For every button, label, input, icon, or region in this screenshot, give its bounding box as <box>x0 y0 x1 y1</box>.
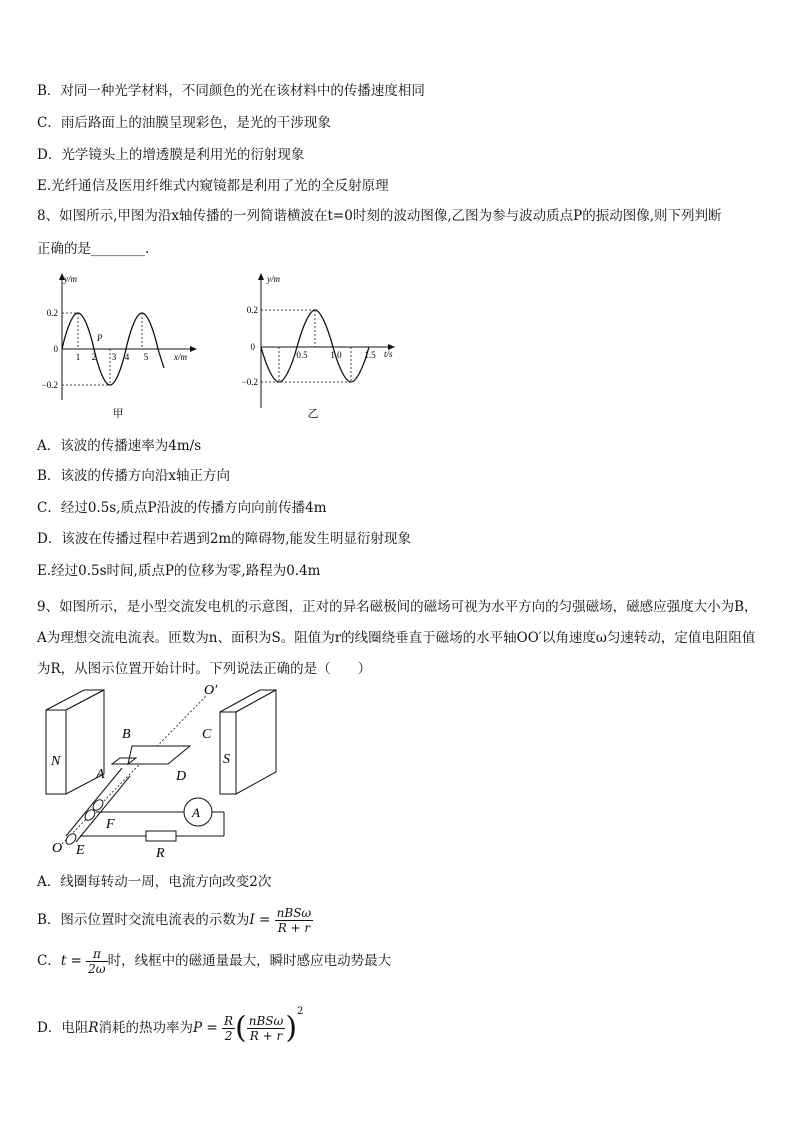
yi-x-tick-15: 1.5 <box>364 350 376 360</box>
jia-x-tick-1: 1 <box>75 352 81 362</box>
left-paren: ( <box>235 1010 247 1046</box>
jia-y-tick-bottom: −0.2 <box>41 380 58 390</box>
q9-option-d-mid: 消耗的热功率为 <box>98 1020 193 1036</box>
q9-option-b-lhs: I = <box>249 912 271 928</box>
q7-option-d: D．光学镜头上的增透膜是利用光的衍射现象 <box>37 147 305 163</box>
frac-denominator: R + r <box>249 1029 283 1043</box>
q8-stem-line1: 8、如图所示,甲图为沿x轴传播的一列简谐横波在t=0时刻的波动图像,乙图为参与波动质点P的振动图像,则下列判断 <box>37 208 722 224</box>
ammeter-label: A <box>192 805 200 820</box>
q9-stem: 9、如图所示，是小型交流发电机的示意图，正对的异名磁极间的磁场可视为水平方向的匀强磁场，磁感应强度大小为B，A为理想交流电流表。匝数为n、面积为S。阻值为r的线圈绕垂直于磁场的水平轴OO′以角速度ω匀速转动，定值电阻阻值为R，从图示位置开始计时。下列说法正确的是（ ） <box>37 599 758 677</box>
q9-option-d <box>37 990 303 1051</box>
yi-x-tick-05: 0.5 <box>296 350 308 360</box>
q9-option-d-text: D．电阻 <box>37 1020 89 1036</box>
label-n: N <box>51 754 61 769</box>
q9-option-b <box>37 902 313 938</box>
q9-option-c-text: 时，线框中的磁通量最大，瞬时感应电动势最大 <box>107 953 392 969</box>
frac-denominator: 2 <box>224 1029 233 1043</box>
label-c: C <box>202 727 212 742</box>
q9-option-c-label: C． <box>37 953 61 969</box>
yi-x-label: t/s <box>384 349 393 359</box>
jia-point-p-label: P <box>97 333 103 343</box>
q9-option-d-lhs: P = <box>193 1020 218 1036</box>
frac-numerator: nBSω <box>248 1014 284 1028</box>
frac-denominator: R + r <box>277 921 311 935</box>
q9-option-b-text: B．图示位置时交流电流表的示数为 <box>37 912 250 928</box>
jia-caption: 甲 <box>112 408 124 420</box>
q9-option-d-fraction <box>247 1014 286 1043</box>
wave-graph-jia <box>34 270 206 422</box>
label-a: A <box>96 767 105 782</box>
frac-numerator: nBSω <box>276 906 312 920</box>
q9-option-d-var: R <box>88 1020 99 1036</box>
q7-option-c: C．雨后路面上的油膜呈现彩色，是光的干涉现象 <box>37 115 331 131</box>
yi-caption: 乙 <box>307 408 319 420</box>
yi-x-tick-10: 1.0 <box>330 350 342 360</box>
frac-numerator: π <box>86 947 107 962</box>
label-b: B <box>122 727 131 742</box>
label-d: D <box>176 769 187 784</box>
jia-x-label: x/m <box>174 352 187 362</box>
label-r: R <box>156 846 165 861</box>
frac-denominator: 2ω <box>88 962 106 976</box>
vibration-graph-yi <box>234 270 409 422</box>
frac-numerator: R <box>223 1014 234 1028</box>
q8-option-c: C．经过0.5s,质点P沿波的传播方向向前传播4m <box>37 500 327 516</box>
q8-option-d: D．该波在传播过程中若遇到2m的障碍物,能发生明显衍射现象 <box>37 531 412 547</box>
yi-y-tick-zero: 0 <box>250 342 255 352</box>
q8-option-a: A．该波的传播速率为4m/s <box>37 438 202 454</box>
q8-stem-line2: 正确的是________. <box>37 241 150 257</box>
jia-y-tick-zero: 0 <box>53 344 58 354</box>
right-paren: ) <box>285 1010 298 1046</box>
label-o-prime: O′ <box>204 683 218 698</box>
q9-option-a: A．线圈每转动一周，电流方向改变2次 <box>37 874 272 890</box>
jia-x-tick-5: 5 <box>143 352 149 362</box>
jia-x-tick-3: 3 <box>111 352 117 362</box>
q7-option-e: E.光纤通信及医用纤维式内窥镜都是利用了光的全反射原理 <box>37 178 389 194</box>
yi-y-tick-bottom: −0.2 <box>241 377 258 387</box>
label-f: F <box>106 817 115 832</box>
q9-option-c-lhs: t = <box>60 953 82 969</box>
yi-y-tick-top: 0.2 <box>246 305 258 315</box>
yi-y-label: y/m <box>267 274 280 284</box>
q9-option-d-exponent: 2 <box>297 1006 304 1017</box>
q9-option-d-ratio <box>222 1014 235 1043</box>
jia-y-tick-top: 0.2 <box>46 308 58 318</box>
label-s: S <box>223 752 230 767</box>
jia-y-label: y/m <box>64 274 77 284</box>
q9-option-c <box>37 943 391 979</box>
jia-x-tick-2: 2 <box>91 352 97 362</box>
jia-x-tick-4: 4 <box>124 352 130 362</box>
q7-option-b: B．对同一种光学材料，不同颜色的光在该材料中的传播速度相同 <box>37 83 425 99</box>
generator-diagram <box>40 682 280 862</box>
label-o: O <box>52 841 63 856</box>
q8-option-b: B．该波的传播方向沿x轴正方向 <box>37 468 231 484</box>
q9-option-c-fraction <box>86 947 107 976</box>
label-e: E <box>76 843 85 858</box>
q8-option-e: E.经过0.5s时间,质点P的位移为零,路程为0.4m <box>37 563 321 579</box>
q9-option-b-fraction <box>275 906 314 935</box>
